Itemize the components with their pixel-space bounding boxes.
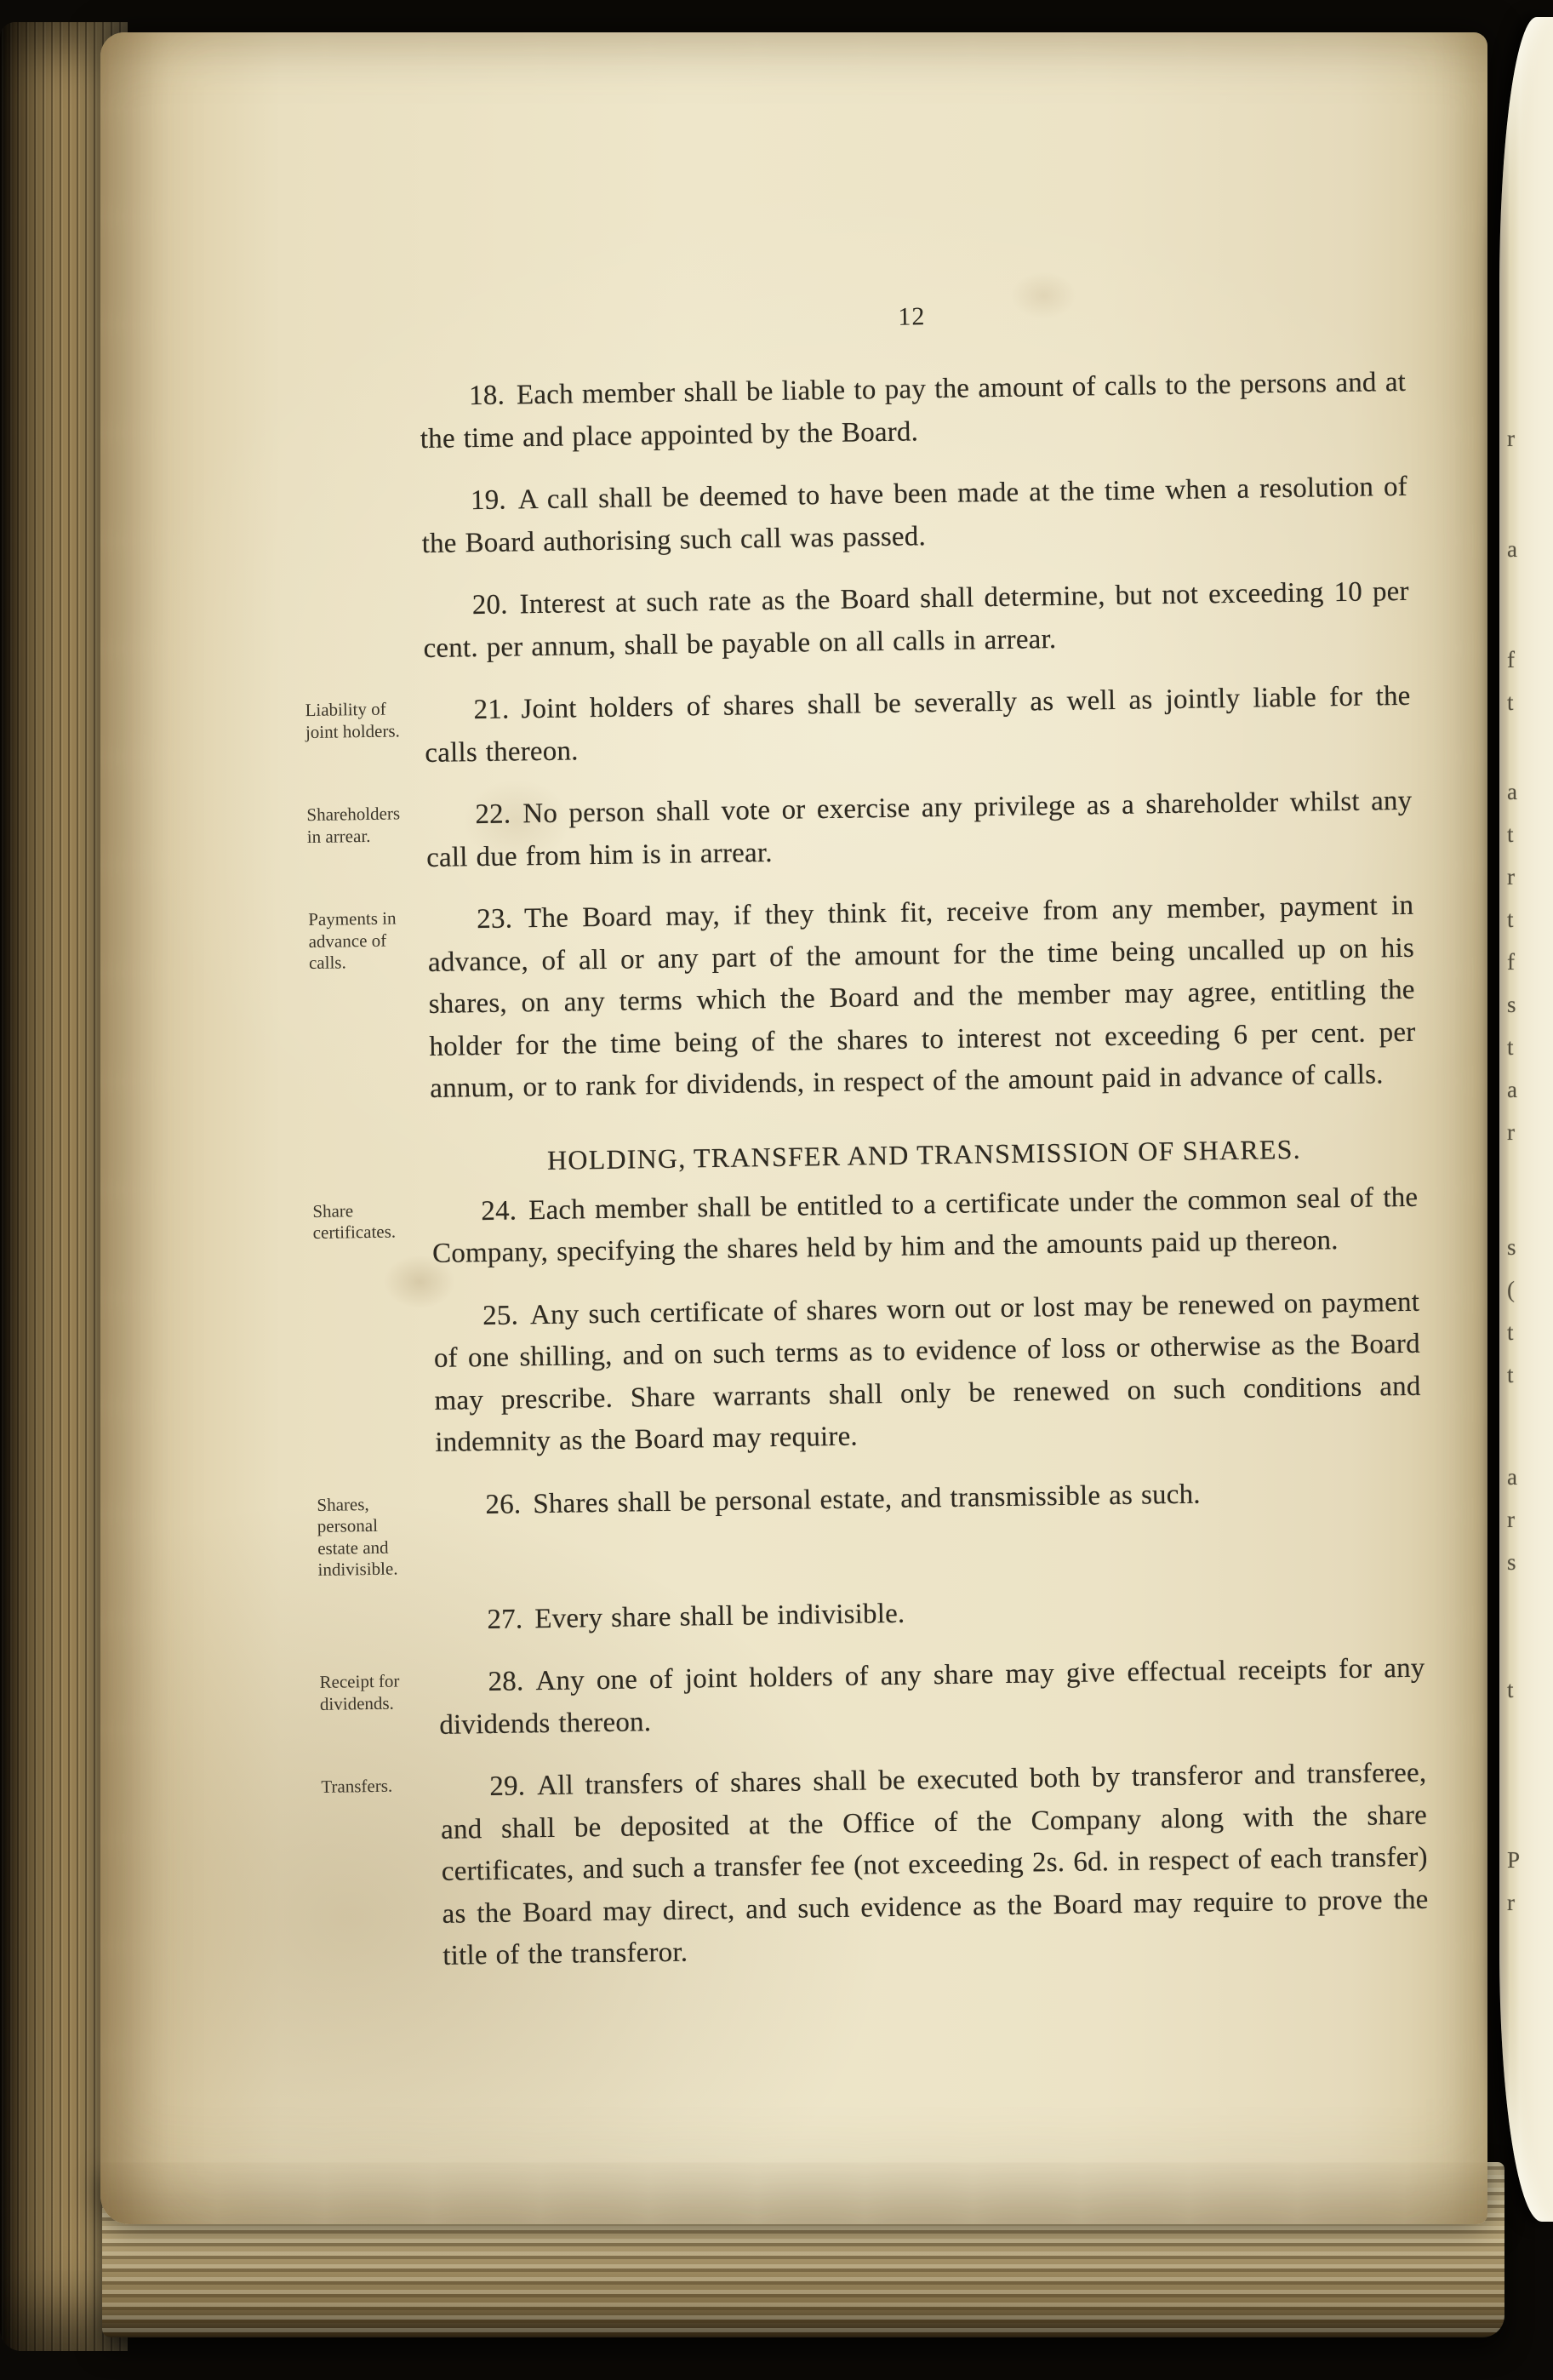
clause-number: 23.	[477, 903, 513, 935]
clause-number: 28.	[488, 1666, 524, 1698]
clause	[300, 362, 1407, 462]
clause	[303, 571, 1409, 672]
partial-letter: r	[1507, 1890, 1515, 1915]
clause-number: 26.	[485, 1488, 522, 1520]
section-heading: HOLDING, TRANSFER AND TRANSMISSION OF SHARES.	[546, 1133, 1302, 1176]
partial-letter: P	[1507, 1847, 1521, 1873]
clause-text	[431, 1176, 1419, 1275]
partial-letter: t	[1507, 821, 1514, 847]
clause-body: Shares shall be personal estate, and transmissible as such.	[533, 1479, 1201, 1519]
clause-number: 20.	[471, 589, 508, 621]
clause	[302, 466, 1408, 567]
clause-body: Interest at such rate as the Board shall determine, but not exceeding 10 per cent. per annum, shall be payable on all calls in arrear.	[423, 575, 1409, 664]
clause-body: Every share shall be indivisible.	[534, 1598, 905, 1635]
clause	[306, 781, 1413, 881]
clause	[317, 1470, 1424, 1582]
margin-note: Transfers.	[321, 1776, 393, 1798]
partial-letter: t	[1507, 1319, 1514, 1345]
margin-note	[318, 1600, 422, 1610]
margin-note: Share certificates.	[312, 1199, 397, 1244]
clause	[319, 1648, 1425, 1748]
clause-text	[427, 885, 1417, 1111]
partial-letter: r	[1507, 1119, 1515, 1145]
margin-note: Liability of joint holders.	[305, 698, 400, 742]
partial-letter: a	[1507, 1077, 1517, 1102]
clause-body: Each member shall be entitled to a certificate under the common seal of the Company, specifying the shares held by him and the amounts paid up thereon.	[431, 1181, 1419, 1269]
margin-note: Payments in advance of calls.	[308, 907, 397, 974]
margin-note: Shareholders in arrear.	[306, 803, 401, 847]
clause-number: 21.	[473, 694, 510, 726]
clause-number: 19.	[470, 484, 507, 517]
partial-letter: r	[1507, 864, 1515, 890]
clause-number: 27.	[487, 1604, 523, 1635]
book-page	[100, 32, 1487, 2224]
clause-body: Any one of joint holders of any share may give effectual receipts for any dividends thereon.	[439, 1653, 1425, 1741]
clause	[321, 1753, 1430, 1980]
clause-number: 18.	[468, 380, 505, 412]
clause	[312, 1176, 1419, 1277]
partial-letter: a	[1507, 1464, 1517, 1490]
partial-letter: t	[1507, 1677, 1514, 1702]
partial-letter: a	[1507, 536, 1517, 562]
margin-note: Shares, personal estate and indivisible.	[317, 1493, 398, 1581]
clause-text	[438, 1648, 1425, 1747]
clause-text	[420, 362, 1407, 461]
partial-letter: t	[1507, 1362, 1514, 1387]
partial-letter: r	[1507, 1507, 1515, 1532]
clause-text	[436, 1470, 1423, 1527]
partial-letter: s	[1507, 992, 1516, 1017]
clause-body: Each member shall be liable to pay the amount of calls to the persons and at the time and place appointed by the Board.	[420, 366, 1407, 455]
partial-letter: t	[1507, 907, 1514, 932]
margin-note	[302, 481, 406, 490]
clause-body: Joint holders of shares shall be severally as well as jointly liable for the calls thereon.	[425, 680, 1411, 769]
clauses-container	[300, 362, 1430, 1980]
margin-note: Receipt for dividends.	[319, 1671, 400, 1714]
clause	[314, 1281, 1422, 1466]
clause-text	[421, 466, 1408, 565]
clause-text	[422, 571, 1409, 670]
clause-body: No person shall vote or exercise any privilege as a shareholder whilst any call due from him is in arrear.	[425, 785, 1413, 873]
partial-letter: t	[1507, 1034, 1514, 1060]
clause	[308, 885, 1417, 1113]
printed-text	[95, 21, 1511, 2003]
clause-number: 25.	[482, 1299, 519, 1331]
clause-number: 24.	[481, 1194, 517, 1227]
clause-body: A call shall be deemed to have been made at the time when a resolution of the Board authorising such call was passed.	[421, 471, 1408, 559]
clause-number: 22.	[475, 798, 511, 831]
clause-text	[425, 781, 1413, 879]
partial-letter: s	[1507, 1549, 1516, 1575]
clause-body: Any such certificate of shares worn out or lost may be renewed on payment of one shilling, and on such terms as to evidence of loss or otherwise as the Board may prescribe. Share warrants shall only be renewed on such conditions and indemnity as the Board may require.	[433, 1286, 1421, 1458]
next-page-sliver	[1499, 17, 1553, 2222]
clause	[305, 676, 1411, 776]
partial-letter: a	[1507, 779, 1517, 804]
clause-body: All transfers of shares shall be executed both by transferor and transferee, and shall be deposited at the Office of the Company along with the share certificates, and such a transfer fee (not exceeding 2s. 6d. in respect of each transfer) as the Board may direct, and such evidence as the Board may require to prove the title of the transferor.	[440, 1758, 1429, 1972]
clause-body: The Board may, if they think fit, receive from any member, payment in advance, of all or any part of the amount for the time being uncalled up on his shares, on any terms which the Board and the member may agree, entitling the holder for the time being of the shares to interest not exceeding 6 per cent. per annum, or to rank for dividends, in respect of the amount paid in advance of calls.	[427, 890, 1416, 1104]
clause-text	[433, 1281, 1422, 1464]
partial-letter: f	[1507, 647, 1515, 672]
margin-note	[303, 586, 407, 595]
partial-letter: t	[1507, 689, 1514, 715]
partial-letter: r	[1507, 426, 1515, 451]
partial-letter: (	[1507, 1277, 1515, 1302]
page-number: 12	[898, 302, 926, 331]
partial-letter: f	[1507, 949, 1515, 975]
clause-text	[424, 676, 1411, 775]
clause-text	[440, 1753, 1430, 1978]
clause-number: 29.	[489, 1771, 526, 1803]
margin-note	[314, 1296, 418, 1306]
margin-note	[300, 376, 404, 386]
clause	[318, 1586, 1425, 1645]
clause-text	[437, 1586, 1425, 1643]
partial-letter: s	[1507, 1234, 1516, 1260]
